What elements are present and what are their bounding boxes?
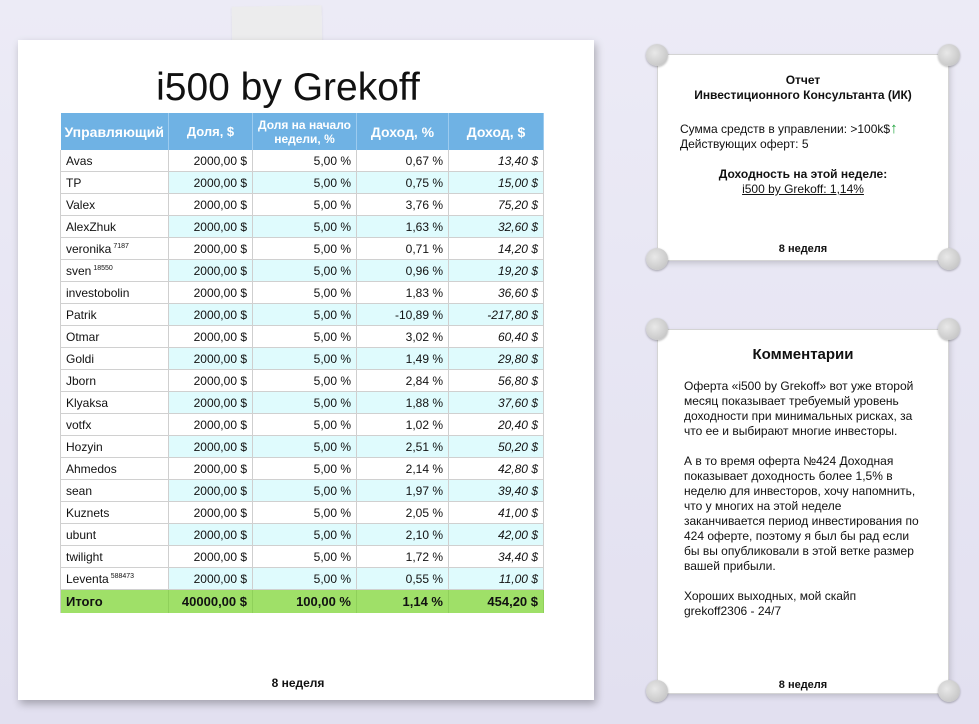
manager-cell bbox=[61, 194, 169, 216]
return-usd-cell-text: 15,00 $ bbox=[497, 175, 538, 190]
share-cell bbox=[169, 524, 253, 546]
manager-cell bbox=[61, 260, 169, 282]
pin-corner bbox=[646, 318, 668, 340]
return-pct-cell-text: 2,14 % bbox=[405, 461, 443, 476]
share-cell-text: 2000,00 $ bbox=[193, 373, 247, 388]
start-share-cell bbox=[253, 370, 357, 392]
share-cell bbox=[169, 502, 253, 524]
manager-cell-text: veronika bbox=[66, 241, 112, 256]
table-row bbox=[61, 326, 544, 348]
pin-corner bbox=[938, 44, 960, 66]
return-usd-cell bbox=[449, 172, 544, 194]
manager-cell-text: sven bbox=[66, 263, 92, 278]
return-pct-cell bbox=[357, 436, 449, 458]
start-share-cell bbox=[253, 546, 357, 568]
return-pct-cell bbox=[357, 172, 449, 194]
start-share-cell bbox=[253, 172, 357, 194]
return-usd-cell bbox=[449, 546, 544, 568]
header-return-usd: Доход, $ bbox=[449, 113, 544, 150]
table-row bbox=[61, 458, 544, 480]
table-row bbox=[61, 150, 544, 172]
share-cell bbox=[169, 348, 253, 370]
share-cell bbox=[169, 326, 253, 348]
start-share-cell-text: 5,00 % bbox=[313, 175, 351, 190]
return-pct-cell-text: 2,84 % bbox=[405, 373, 443, 388]
return-usd-cell-text: 20,40 $ bbox=[497, 417, 538, 432]
share-cell-text: 2000,00 $ bbox=[193, 219, 247, 234]
share-cell-text: 2000,00 $ bbox=[193, 197, 247, 212]
manager-cell bbox=[61, 326, 169, 348]
share-cell bbox=[169, 282, 253, 304]
manager-cell bbox=[61, 150, 169, 172]
start-share-cell bbox=[253, 348, 357, 370]
share-cell bbox=[169, 414, 253, 436]
return-usd-cell bbox=[449, 458, 544, 480]
pin-corner bbox=[646, 248, 668, 270]
manager-cell bbox=[61, 568, 169, 590]
start-share-cell bbox=[253, 568, 357, 590]
share-cell-text: 2000,00 $ bbox=[193, 241, 247, 256]
manager-cell bbox=[61, 502, 169, 524]
return-usd-cell-text: 42,00 $ bbox=[497, 527, 538, 542]
return-usd-cell bbox=[449, 436, 544, 458]
start-share-cell-text: 5,00 % bbox=[313, 241, 351, 256]
offers-label: Действующих оферт: 5 bbox=[680, 137, 809, 151]
week-return-link[interactable]: i500 by Grekoff: 1,14% bbox=[742, 182, 864, 196]
return-usd-cell bbox=[449, 524, 544, 546]
table-header-row bbox=[61, 113, 544, 150]
manager-cell-text: AlexZhuk bbox=[66, 219, 117, 234]
share-cell bbox=[169, 436, 253, 458]
table-row bbox=[61, 546, 544, 568]
total-label: Итого bbox=[61, 590, 169, 614]
return-pct-cell bbox=[357, 480, 449, 502]
start-share-cell bbox=[253, 480, 357, 502]
managers-table bbox=[60, 113, 544, 613]
manager-cell-text: Hozyin bbox=[66, 439, 103, 454]
manager-cell-text: Goldi bbox=[66, 351, 95, 366]
return-usd-cell-text: 37,60 $ bbox=[497, 395, 538, 410]
return-pct-cell bbox=[357, 392, 449, 414]
start-share-cell bbox=[253, 414, 357, 436]
comment-paragraph-2: А в то время оферта №424 Доходная показывает доходность более 1,5% в неделю для инвесторов, хочу напомнить, что у многих на этой неделе заканчивается период инвестирования по 424 оферте, поэтому я был бы рад если бы вы опубликовали в этой ветке размер вашей прибыли. bbox=[684, 454, 919, 573]
return-usd-cell bbox=[449, 282, 544, 304]
manager-cell-text: sean bbox=[66, 483, 93, 498]
manager-cell-text: Patrik bbox=[66, 307, 97, 322]
table-row bbox=[61, 436, 544, 458]
return-usd-cell bbox=[449, 326, 544, 348]
manager-cell bbox=[61, 458, 169, 480]
share-cell-text: 2000,00 $ bbox=[193, 153, 247, 168]
pin-corner bbox=[646, 680, 668, 702]
return-pct-cell-text: 1,72 % bbox=[405, 549, 443, 564]
manager-cell-text: Otmar bbox=[66, 329, 100, 344]
start-share-cell-text: 5,00 % bbox=[313, 263, 351, 278]
table-row bbox=[61, 392, 544, 414]
header-manager: Управляющий bbox=[61, 113, 169, 150]
start-share-cell-text: 5,00 % bbox=[313, 329, 351, 344]
return-pct-cell bbox=[357, 524, 449, 546]
table-row bbox=[61, 502, 544, 524]
return-usd-cell bbox=[449, 150, 544, 172]
manager-cell-text: Klyaksa bbox=[66, 395, 109, 410]
share-cell-text: 2000,00 $ bbox=[193, 527, 247, 542]
table-row bbox=[61, 172, 544, 194]
start-share-cell bbox=[253, 502, 357, 524]
start-share-cell bbox=[253, 282, 357, 304]
sheet-footer: 8 неделя bbox=[271, 676, 325, 690]
start-share-cell bbox=[253, 194, 357, 216]
table-row bbox=[61, 282, 544, 304]
table-row bbox=[61, 238, 544, 260]
start-share-cell-text: 5,00 % bbox=[313, 571, 351, 586]
share-cell-text: 2000,00 $ bbox=[193, 505, 247, 520]
table-row bbox=[61, 260, 544, 282]
start-share-cell-text: 5,00 % bbox=[313, 527, 351, 542]
share-cell-text: 2000,00 $ bbox=[193, 263, 247, 278]
return-pct-cell bbox=[357, 502, 449, 524]
return-pct-cell-text: 1,97 % bbox=[405, 483, 443, 498]
share-cell-text: 2000,00 $ bbox=[193, 483, 247, 498]
return-usd-cell-text: 39,40 $ bbox=[497, 483, 538, 498]
return-usd-cell-text: 11,00 $ bbox=[498, 571, 538, 586]
return-usd-cell-text: 32,60 $ bbox=[497, 219, 538, 234]
start-share-cell-text: 5,00 % bbox=[313, 395, 351, 410]
table-row bbox=[61, 304, 544, 326]
return-usd-cell-text: 42,80 $ bbox=[497, 461, 538, 476]
start-share-cell bbox=[253, 392, 357, 414]
manager-cell bbox=[61, 238, 169, 260]
manager-cell bbox=[61, 216, 169, 238]
share-cell-text: 2000,00 $ bbox=[193, 351, 247, 366]
start-share-cell-text: 5,00 % bbox=[313, 439, 351, 454]
return-pct-cell-text: 0,75 % bbox=[405, 175, 443, 190]
start-share-cell bbox=[253, 524, 357, 546]
start-share-cell-text: 5,00 % bbox=[313, 483, 351, 498]
return-usd-cell-text: 13,40 $ bbox=[497, 153, 538, 168]
manager-cell-text: Kuznets bbox=[66, 505, 110, 520]
page-title: i500 by Grekoff bbox=[156, 66, 420, 109]
table-row bbox=[61, 414, 544, 436]
return-usd-cell-text: 75,20 $ bbox=[497, 197, 538, 212]
return-usd-cell bbox=[449, 348, 544, 370]
return-usd-cell bbox=[449, 304, 544, 326]
return-pct-cell bbox=[357, 216, 449, 238]
pin-corner bbox=[646, 44, 668, 66]
manager-id-note: 7187 bbox=[113, 242, 129, 250]
arrow-up-icon: ↑ bbox=[890, 120, 898, 137]
table-sheet bbox=[18, 40, 594, 700]
return-pct-cell bbox=[357, 458, 449, 480]
manager-cell-text: ubunt bbox=[66, 527, 97, 542]
total-usd: 454,20 $ bbox=[449, 590, 544, 614]
header-share: Доля, $ bbox=[169, 113, 253, 150]
manager-cell-text: Jborn bbox=[66, 373, 97, 388]
share-cell-text: 2000,00 $ bbox=[193, 461, 247, 476]
start-share-cell bbox=[253, 238, 357, 260]
table-row bbox=[61, 194, 544, 216]
return-pct-cell bbox=[357, 282, 449, 304]
manager-cell bbox=[61, 392, 169, 414]
pin-corner bbox=[938, 318, 960, 340]
return-pct-cell-text: 1,83 % bbox=[405, 285, 443, 300]
return-pct-cell bbox=[357, 370, 449, 392]
return-pct-cell-text: 2,05 % bbox=[405, 505, 443, 520]
funds-label: Сумма средств в управлении: >100k$ bbox=[680, 122, 891, 136]
return-usd-cell bbox=[449, 502, 544, 524]
return-pct-cell bbox=[357, 414, 449, 436]
return-usd-cell-text: 56,80 $ bbox=[497, 373, 538, 388]
start-share-cell-text: 5,00 % bbox=[313, 549, 351, 564]
return-usd-cell-text: 14,20 $ bbox=[497, 241, 538, 256]
comments-card bbox=[658, 330, 948, 693]
return-pct-cell bbox=[357, 348, 449, 370]
manager-cell-text: Leventa bbox=[66, 571, 109, 586]
return-pct-cell-text: 0,71 % bbox=[405, 241, 443, 256]
share-cell bbox=[169, 260, 253, 282]
return-usd-cell-text: 50,20 $ bbox=[497, 439, 538, 454]
share-cell-text: 2000,00 $ bbox=[193, 329, 247, 344]
manager-cell-text: Avas bbox=[66, 153, 93, 168]
funds-line bbox=[680, 121, 926, 137]
manager-cell bbox=[61, 370, 169, 392]
return-pct-cell-text: 0,96 % bbox=[405, 263, 443, 278]
return-usd-cell-text: 41,00 $ bbox=[497, 505, 538, 520]
manager-cell-text: Valex bbox=[66, 197, 96, 212]
return-pct-cell-text: 1,02 % bbox=[405, 417, 443, 432]
start-share-cell bbox=[253, 304, 357, 326]
table-row bbox=[61, 348, 544, 370]
return-pct-cell bbox=[357, 194, 449, 216]
start-share-cell bbox=[253, 260, 357, 282]
header-start-share: Доля на начало недели, % bbox=[253, 113, 357, 150]
report-footer: 8 неделя bbox=[778, 243, 828, 255]
share-cell-text: 2000,00 $ bbox=[193, 307, 247, 322]
report-card bbox=[658, 55, 948, 260]
comment-paragraph-1: Оферта «i500 by Grekoff» вот уже второй месяц показывает требуемый уровень доходности при минимальных рисках, за что ее и выбирают многие инвесторы. bbox=[684, 379, 914, 438]
return-usd-cell bbox=[449, 392, 544, 414]
return-pct-cell-text: 2,10 % bbox=[405, 527, 443, 542]
return-pct-cell-text: 3,02 % bbox=[405, 329, 443, 344]
share-cell-text: 2000,00 $ bbox=[193, 285, 247, 300]
total-start: 100,00 % bbox=[253, 590, 357, 614]
share-cell-text: 2000,00 $ bbox=[193, 395, 247, 410]
header-return-pct: Доход, % bbox=[357, 113, 449, 150]
return-usd-cell-text: 19,20 $ bbox=[497, 263, 538, 278]
share-cell bbox=[169, 172, 253, 194]
total-row bbox=[61, 590, 544, 614]
manager-cell bbox=[61, 282, 169, 304]
share-cell bbox=[169, 392, 253, 414]
return-usd-cell-text: -217,80 $ bbox=[487, 307, 538, 322]
share-cell-text: 2000,00 $ bbox=[193, 549, 247, 564]
start-share-cell bbox=[253, 436, 357, 458]
return-pct-cell-text: 0,55 % bbox=[405, 571, 443, 586]
table-row bbox=[61, 216, 544, 238]
report-body bbox=[658, 121, 948, 197]
total-share: 40000,00 $ bbox=[169, 590, 253, 614]
return-usd-cell bbox=[449, 568, 544, 590]
share-cell bbox=[169, 238, 253, 260]
return-usd-cell-text: 36,60 $ bbox=[497, 285, 538, 300]
return-pct-cell-text: -10,89 % bbox=[394, 307, 443, 322]
manager-cell bbox=[61, 414, 169, 436]
table-row bbox=[61, 480, 544, 502]
return-pct-cell-text: 3,76 % bbox=[405, 197, 443, 212]
start-share-cell bbox=[253, 326, 357, 348]
return-usd-cell-text: 29,80 $ bbox=[497, 351, 538, 366]
return-usd-cell bbox=[449, 238, 544, 260]
table-row bbox=[61, 524, 544, 546]
total-pct: 1,14 % bbox=[357, 590, 449, 614]
manager-cell-text: twilight bbox=[66, 549, 103, 564]
return-usd-cell bbox=[449, 194, 544, 216]
table-row bbox=[61, 568, 544, 590]
week-return-title: Доходность на этой неделе: bbox=[718, 167, 888, 181]
pin-corner bbox=[938, 680, 960, 702]
return-pct-cell bbox=[357, 150, 449, 172]
share-cell bbox=[169, 194, 253, 216]
start-share-cell-text: 5,00 % bbox=[313, 351, 351, 366]
return-pct-cell bbox=[357, 568, 449, 590]
manager-cell bbox=[61, 304, 169, 326]
manager-cell-text: TP bbox=[66, 175, 82, 190]
return-pct-cell bbox=[357, 546, 449, 568]
manager-cell-text: investobolin bbox=[66, 285, 130, 300]
manager-id-note: 588473 bbox=[110, 572, 135, 580]
start-share-cell-text: 5,00 % bbox=[313, 197, 351, 212]
start-share-cell-text: 5,00 % bbox=[313, 373, 351, 388]
start-share-cell bbox=[253, 216, 357, 238]
return-pct-cell bbox=[357, 304, 449, 326]
return-pct-cell-text: 1,49 % bbox=[405, 351, 443, 366]
start-share-cell-text: 5,00 % bbox=[313, 461, 351, 476]
comments-body bbox=[658, 379, 948, 619]
return-pct-cell-text: 1,63 % bbox=[405, 219, 443, 234]
share-cell bbox=[169, 370, 253, 392]
start-share-cell-text: 5,00 % bbox=[313, 153, 351, 168]
manager-cell-text: votfx bbox=[66, 417, 92, 432]
return-pct-cell bbox=[357, 238, 449, 260]
share-cell-text: 2000,00 $ bbox=[193, 175, 247, 190]
report-title bbox=[658, 55, 948, 103]
start-share-cell bbox=[253, 150, 357, 172]
share-cell bbox=[169, 216, 253, 238]
report-title-line1: Отчет bbox=[785, 73, 821, 87]
return-pct-cell bbox=[357, 260, 449, 282]
comments-title: Комментарии bbox=[752, 346, 854, 363]
return-usd-cell bbox=[449, 480, 544, 502]
start-share-cell-text: 5,00 % bbox=[313, 219, 351, 234]
comments-footer: 8 неделя bbox=[778, 679, 828, 691]
share-cell bbox=[169, 568, 253, 590]
start-share-cell-text: 5,00 % bbox=[313, 285, 351, 300]
start-share-cell-text: 5,00 % bbox=[313, 307, 351, 322]
return-usd-cell-text: 60,40 $ bbox=[497, 329, 538, 344]
return-pct-cell bbox=[357, 326, 449, 348]
manager-cell bbox=[61, 546, 169, 568]
share-cell bbox=[169, 480, 253, 502]
comment-paragraph-3: Хороших выходных, мой скайп grekoff2306 - 24/7 bbox=[684, 589, 857, 618]
start-share-cell bbox=[253, 458, 357, 480]
table-row bbox=[61, 370, 544, 392]
return-pct-cell-text: 2,51 % bbox=[405, 439, 443, 454]
manager-cell bbox=[61, 436, 169, 458]
return-pct-cell-text: 1,88 % bbox=[405, 395, 443, 410]
share-cell-text: 2000,00 $ bbox=[193, 571, 247, 586]
start-share-cell-text: 5,00 % bbox=[313, 505, 351, 520]
share-cell bbox=[169, 458, 253, 480]
return-usd-cell bbox=[449, 414, 544, 436]
return-usd-cell bbox=[449, 260, 544, 282]
manager-id-note: 18550 bbox=[93, 264, 113, 272]
pin-corner bbox=[938, 248, 960, 270]
share-cell bbox=[169, 150, 253, 172]
return-usd-cell bbox=[449, 216, 544, 238]
share-cell bbox=[169, 304, 253, 326]
share-cell-text: 2000,00 $ bbox=[193, 417, 247, 432]
manager-cell-text: Ahmedos bbox=[66, 461, 117, 476]
return-pct-cell-text: 0,67 % bbox=[405, 153, 443, 168]
manager-cell bbox=[61, 480, 169, 502]
manager-cell bbox=[61, 172, 169, 194]
return-usd-cell bbox=[449, 370, 544, 392]
manager-cell bbox=[61, 348, 169, 370]
share-cell-text: 2000,00 $ bbox=[193, 439, 247, 454]
return-usd-cell-text: 34,40 $ bbox=[497, 549, 538, 564]
start-share-cell-text: 5,00 % bbox=[313, 417, 351, 432]
manager-cell bbox=[61, 524, 169, 546]
report-title-line2: Инвестиционного Консультанта (ИК) bbox=[694, 88, 912, 102]
share-cell bbox=[169, 546, 253, 568]
